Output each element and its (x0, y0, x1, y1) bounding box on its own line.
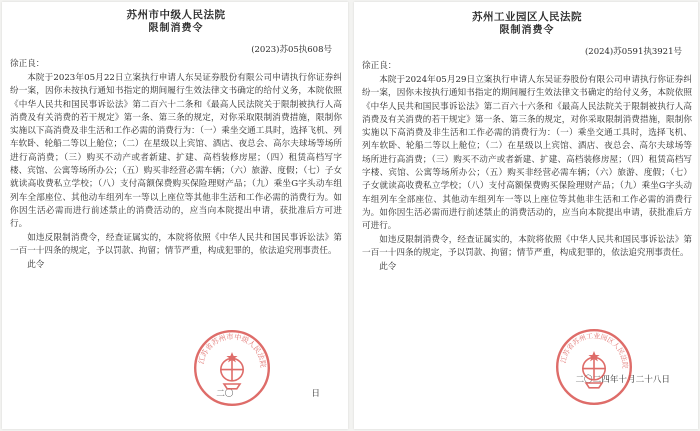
case-number: (2023)苏05执608号 (251, 45, 332, 55)
case-number: (2024)苏0591执3921号 (584, 47, 682, 57)
closing-text: 此令 (27, 260, 45, 271)
svg-text:江苏省苏州市中级人民法院 (196, 332, 268, 368)
document-title: 限制消费令 (499, 25, 555, 36)
order-body-paragraph: 本院于2023年05月22日立案执行申请人东吴证券股份有限公司申请执行你证券纠纷一案，因你未按执行通知书指定的期间履行生效法律文书确定的给付义务，本院依照《中华人民共和国民事诉讼法》第二百六十二条和《最高人民法院关于限制被执行人高消费及有关消费的若干规定》第一条、第三条的规定，对你采取限制消费措施，限制你实施以下高消费及非生活和工作必需的消费行为：（一）乘坐交通工具时，选择飞机、列车软卧、轮船二等以上舱位；（二）在星级以上宾馆、酒店、夜总会、高尔夫球场等场所进行高消费；（三）购买不动产或者新建、扩建、高档装修房屋；（四）租赁高档写字楼、宾馆、公寓等场所办公；（五）购买非经营必需车辆；（六）旅游、度假；（七）子女就读高收费私立学校；（八）支付高额保费购买保险理财产品；（九）乘坐G字头动车组列车全部座位、其他动车组列车一等以上座位等其他非生活和工作必需的消费行为。如你因生活必需而进行前述禁止的消费活动的，应当向本院提出申请，获批准后方可进行。 (10, 73, 342, 230)
right-document (354, 2, 698, 429)
issue-date (216, 387, 320, 399)
court-name: 苏州工业园区人民法院 (472, 11, 582, 23)
left-document (2, 2, 348, 429)
document-title: 限制消费令 (148, 23, 204, 34)
issue-date-end: 日 (311, 389, 320, 399)
seal-ring-text: 江苏省苏州市中级人民法院 (196, 332, 268, 368)
issue-date-start: 二〇 (216, 389, 234, 399)
warning-paragraph: 如违反限制消费令，经查证属实的，本院将依照《中华人民共和国民事诉讼法》第一百一十四条的规定，予以罚款、拘留；情节严重，构成犯罪的，依法追究刑事责任。 (362, 234, 692, 258)
issue-date: 二〇二四年十月二十八日 (575, 375, 670, 385)
svg-text:江苏省苏州工业园区人民法院 (558, 331, 630, 369)
warning-paragraph: 如违反限制消费令，经查证属实的，本院将依照《中华人民共和国民事诉讼法》第一百一十四条的规定，予以罚款、拘留；情节严重，构成犯罪的，依法追究刑事责任。 (10, 232, 342, 256)
court-seal-icon (554, 327, 634, 407)
order-body-paragraph: 本院于2024年05月29日立案执行申请人东吴证券股份有限公司申请执行你证券纠纷一案，因你未按执行通知书指定的期间履行生效法律文书确定的给付义务，本院依照《中华人民共和国民事诉讼法》第二百六十六条和《最高人民法院关于限制被执行人高消费及有关消费的若干规定》第一条、第三条的规定，对你采取限制消费措施，限制你实施以下高消费及非生活和工作必需的消费行为：（一）乘坐交通工具时，选择飞机、列车软卧、轮船二等以上舱位；（二）在星级以上宾馆、酒店、夜总会、高尔夫球场等场所进行高消费；（三）购买不动产或者新建、扩建、高档装修房屋；（四）租赁高档写字楼、宾馆、公寓等场所办公；（五）购买非经营必需车辆；（六）旅游、度假；（七）子女就读高收费私立学校；（八）支付高额保费购买保险理财产品；（九）乘坐G字头动车组列车全部座位、其他动车组列车一等以上座位等其他非生活和工作必需的消费行为。如你因生活必需而进行前述禁止的消费活动的，应当向本院提出申请，获批准后方可进行。 (362, 75, 692, 232)
addressee: 徐正良： (10, 59, 45, 69)
addressee: 徐正良： (362, 61, 397, 71)
seal-ring-text: 江苏省苏州工业园区人民法院 (559, 332, 629, 369)
closing-text: 此令 (379, 262, 397, 273)
court-name: 苏州市中级人民法院 (126, 9, 226, 21)
